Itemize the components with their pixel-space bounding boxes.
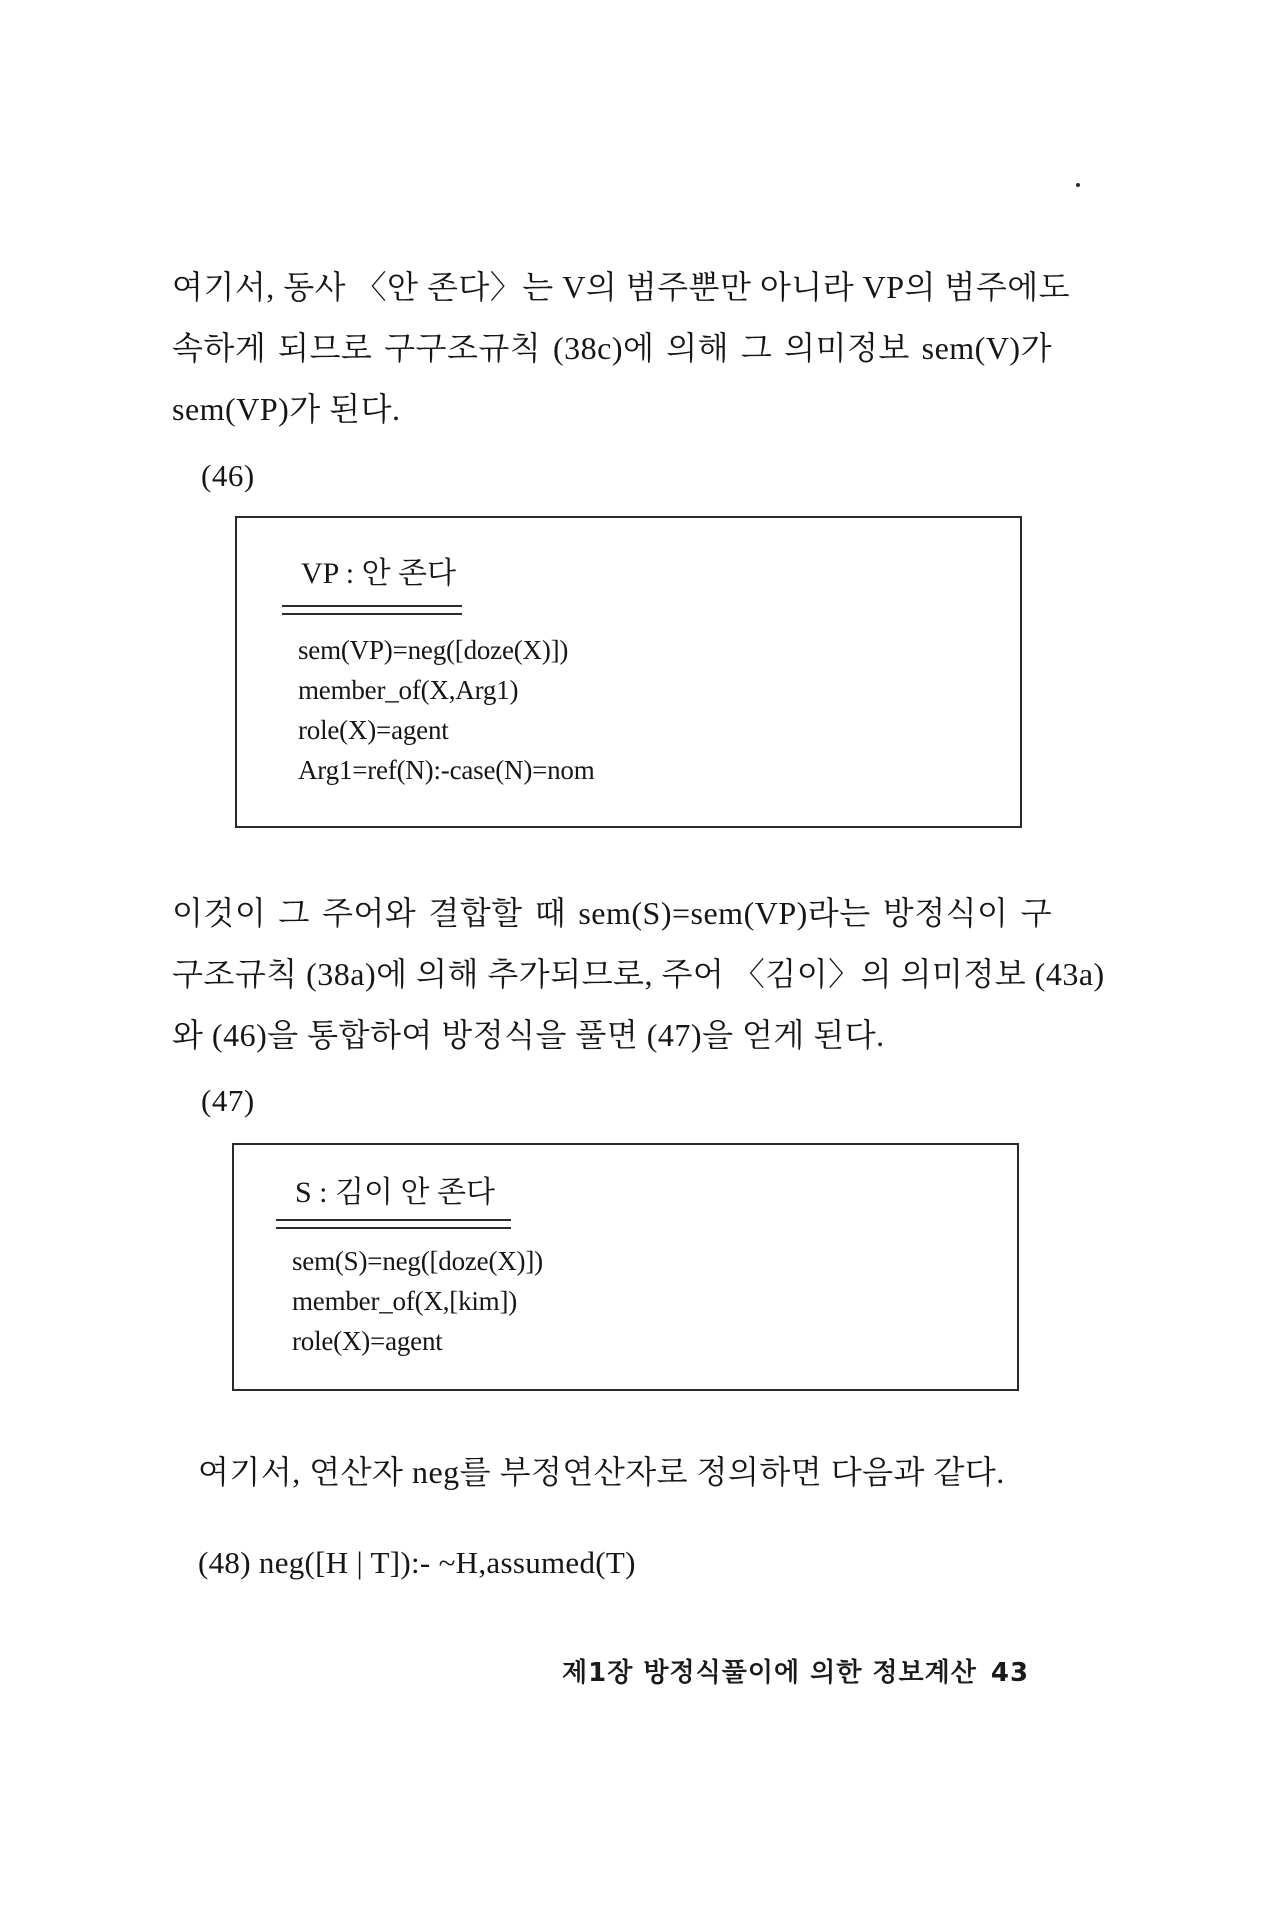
paragraph-line: 여기서, 동사 〈안 존다〉는 V의 범주뿐만 아니라 VP의 범주에도 bbox=[172, 269, 1071, 305]
paragraph-line: 이것이 그 주어와 결합할 때 sem(S)=sem(VP)라는 방정식이 구 bbox=[172, 895, 1052, 931]
paragraph-line: 여기서, 연산자 neg를 부정연산자로 정의하면 다음과 같다. bbox=[198, 1454, 1005, 1490]
paragraph-intro bbox=[172, 257, 1071, 440]
double-rule-divider bbox=[282, 605, 462, 615]
example-48-formula: (48) neg([H | T]):- ~H,assumed(T) bbox=[198, 1545, 636, 1580]
feature-equation: sem(S)=neg([doze(X)]) bbox=[292, 1246, 543, 1276]
feature-structure-box-47 bbox=[232, 1143, 1019, 1391]
paragraph-neg-definition bbox=[198, 1442, 1005, 1503]
feature-equation: sem(VP)=neg([doze(X)]) bbox=[298, 635, 569, 665]
double-rule-divider bbox=[276, 1219, 511, 1229]
chapter-title: 제1장 방정식풀이에 의한 정보계산 bbox=[562, 1658, 977, 1688]
feature-equation: member_of(X,[kim]) bbox=[292, 1286, 518, 1316]
feature-equation: role(X)=agent bbox=[292, 1326, 443, 1356]
feature-structure-head: S : 김이 안 존다 bbox=[295, 1176, 495, 1209]
paragraph-unification bbox=[172, 883, 1105, 1066]
example-46-number: (46) bbox=[201, 458, 255, 493]
feature-structure-box-46 bbox=[235, 516, 1022, 828]
feature-list bbox=[298, 630, 595, 790]
feature-structure-head: VP : 안 존다 bbox=[301, 557, 457, 590]
example-47-number: (47) bbox=[201, 1083, 255, 1118]
page-number: 43 bbox=[990, 1658, 1030, 1688]
paragraph-line: 와 (46)을 통합하여 방정식을 풀면 (47)을 얻게 된다. bbox=[172, 1017, 885, 1053]
running-footer bbox=[562, 1652, 1029, 1689]
feature-equation: Arg1=ref(N):-case(N)=nom bbox=[298, 755, 595, 785]
paragraph-line: 속하게 되므로 구구조규칙 (38c)에 의해 그 의미정보 sem(V)가 bbox=[172, 330, 1052, 366]
feature-list bbox=[292, 1241, 543, 1361]
feature-equation: role(X)=agent bbox=[298, 715, 449, 745]
paragraph-line: sem(VP)가 된다. bbox=[172, 391, 401, 427]
paragraph-line: 구조규칙 (38a)에 의해 추가되므로, 주어 〈김이〉의 의미정보 (43a) bbox=[172, 956, 1105, 992]
print-speck bbox=[1076, 183, 1080, 187]
feature-equation: member_of(X,Arg1) bbox=[298, 675, 519, 705]
